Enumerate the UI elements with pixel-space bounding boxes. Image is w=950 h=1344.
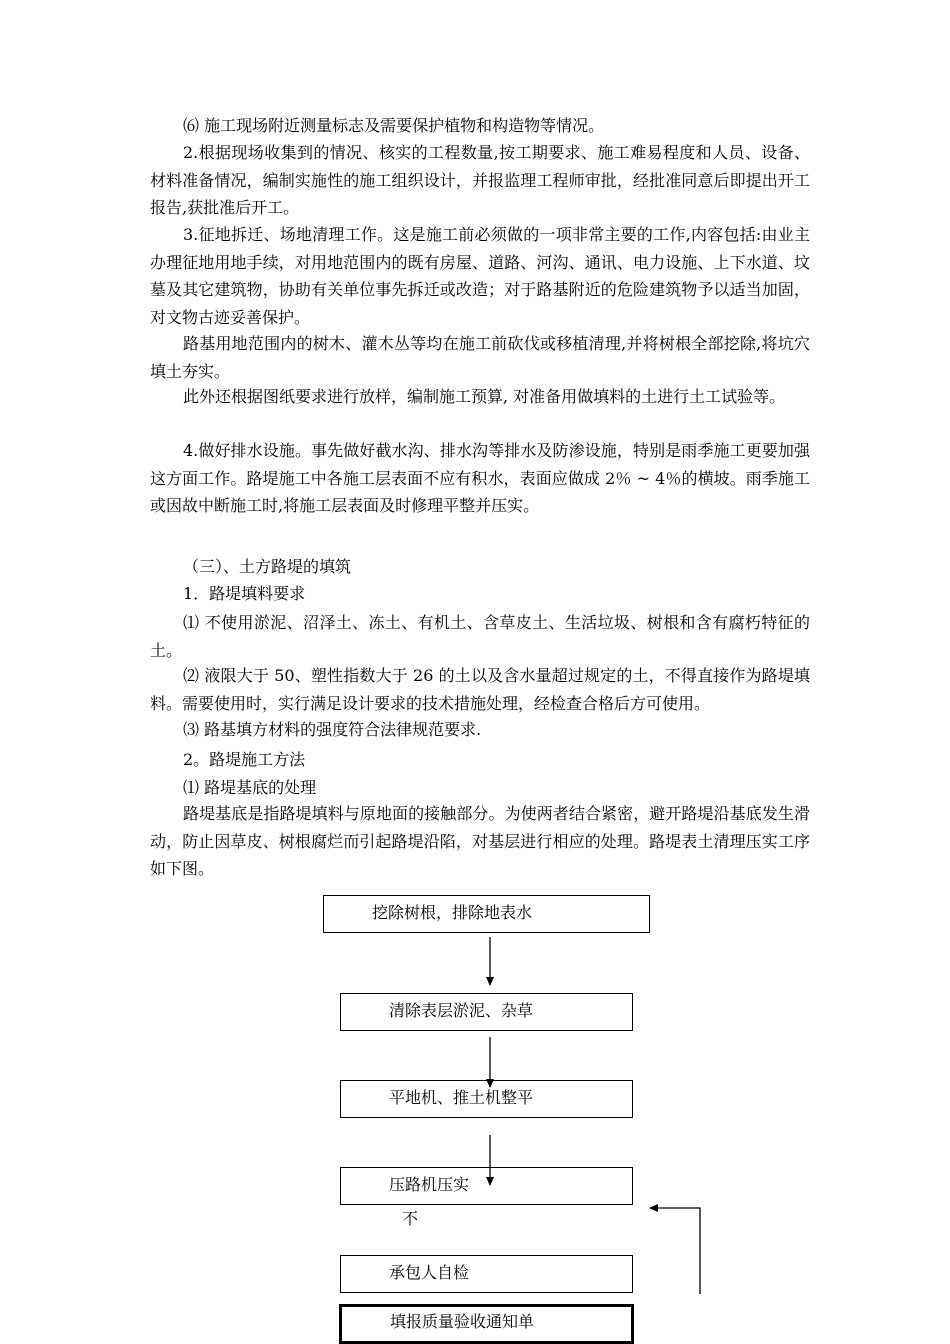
paragraph-7: ⑴ 不使用淤泥、沼泽土、冻土、有机土、含草皮土、生活垃圾、树根和含有腐朽特征的土。 — [150, 613, 810, 660]
paragraph-10: 路堤基底是指路堤填料与原地面的接触部分。为使两者结合紧密，避开路堤沿基底发生滑动，防止因草皮、树根腐烂而引起路堤沿陷，对基层进行相应的处理。路堤表土清理压实工序如下图。 — [150, 804, 810, 878]
paragraph-3: 3.征地拆迁、场地清理工作。这是施工前必须做的一项非常主要的工作,内容包括:由业主办理征地用地手续，对用地范围内的既有房屋、道路、河沟、通讯、电力设施、上下水道、坟墓及其它建筑物，协助有关单位事先拆迁或改造；对于路基附近的危险建筑物予以适当加固，对文物古迹妥善保护。 — [150, 225, 810, 327]
paragraph-4: 路基用地范围内的树木、灌木丛等均在施工前砍伐或移植清理,并将树根全部挖除,将坑穴填土夯实。 — [150, 334, 810, 381]
feedback-line — [650, 1208, 700, 1294]
subheading-3: ⑴ 路堤基底的处理 — [183, 778, 317, 797]
section-heading: （三）、土方路堤的填筑 — [183, 557, 352, 576]
flow-side-note: 不 — [402, 1209, 419, 1228]
subheading-2: 2。路堤施工方法 — [183, 750, 306, 769]
subheading-1: 1．路堤填料要求 — [183, 584, 306, 603]
flow-step-3-label: 平地机、推土机整平 — [389, 1088, 534, 1107]
flow-step-4-label: 压路机压实 — [389, 1175, 470, 1194]
flow-step-6-label: 填报质量验收通知单 — [390, 1312, 535, 1331]
paragraph-2: 2.根据现场收集到的情况、核实的工程数量,按工期要求、施工难易程度和人员、设备、材料准备情况，编制实施性的施工组织设计，并报监理工程师审批，经批准同意后即提出开工报告,获批准后开工。 — [150, 143, 810, 217]
paragraph-9: ⑶ 路基填方材料的强度符合法律规范要求. — [183, 720, 482, 739]
paragraph-8: ⑵ 液限大于 50、塑性指数大于 26 的土以及含水量超过规定的土，不得直接作为路堤填料。需要使用时，实行满足设计要求的技术措施处理，经检查合格后方可使用。 — [150, 666, 810, 713]
paragraph-1: ⑹ 施工现场附近测量标志及需要保护植物和构造物等情况。 — [183, 116, 605, 135]
paragraph-5: 此外还根据图纸要求进行放样，编制施工预算, 对准备用做填料的土进行土工试验等。 — [183, 387, 786, 406]
flow-step-5-label: 承包人自检 — [389, 1263, 470, 1282]
flow-step-2-label: 清除表层淤泥、杂草 — [389, 1001, 534, 1020]
flow-step-1-label: 挖除树根，排除地表水 — [372, 903, 533, 922]
paragraph-6: 4.做好排水设施。事先做好截水沟、排水沟等排水及防渗设施，特别是雨季施工更要加强这方面工作。路堤施工中各施工层表面不应有积水，表面应做成 2％ ~ 4％的横坡。雨季施工或因故中断施工时,将施工层表面及时修理平整并压实。 — [150, 441, 810, 515]
